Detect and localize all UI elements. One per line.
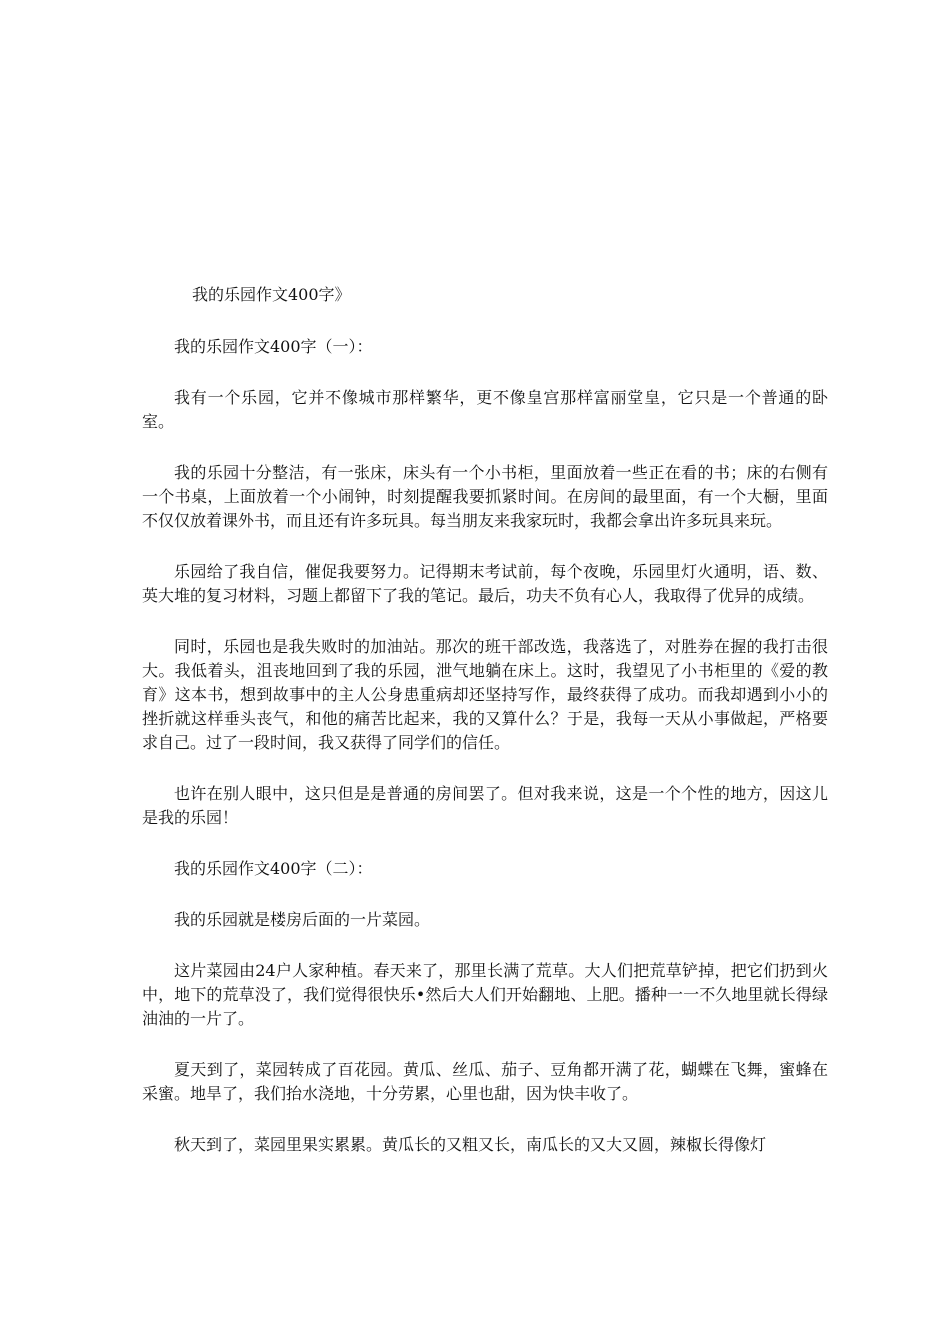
document-body (142, 283, 828, 1184)
paragraph: 我的乐园就是楼房后面的一片菜园。 (174, 910, 431, 929)
paragraph: 这片菜园由24户人家种植。春天来了，那里长满了荒草。大人们把荒草铲掉，把它们扔到火中，地下的荒草没了，我们觉得很快乐•然后大人们开始翻地、上肥。播种一一不久地里就长得绿油油的一片了。 (142, 961, 828, 1028)
paragraph: 夏天到了，菜园转成了百花园。黄瓜、丝瓜、茄子、豆角都开满了花，蝴蝶在飞舞，蜜蜂在采蜜。地旱了，我们抬水浇地，十分劳累，心里也甜，因为快丰收了。 (142, 1060, 828, 1103)
paragraph: 也许在别人眼中，这只但是是普通的房间罢了。但对我来说，这是一个个性的地方，因这儿是我的乐园！ (142, 784, 828, 827)
section-heading-two: 我的乐园作文400字（二）： (174, 859, 373, 878)
paragraph: 我的乐园十分整洁，有一张床，床头有一个小书柜，里面放着一些正在看的书；床的右侧有一个书桌，上面放着一个小闹钟，时刻提醒我要抓紧时间。在房间的最里面，有一个大橱，里面不仅仅放着课外书，而且还有许多玩具。每当朋友来我家玩时，我都会拿出许多玩具来玩。 (142, 463, 828, 530)
paragraph: 乐园给了我自信，催促我要努力。记得期末考试前，每个夜晚，乐园里灯火通明，语、数、英大堆的复习材料，习题上都留下了我的笔记。最后，功夫不负有心人，我取得了优异的成绩。 (142, 562, 828, 605)
section-heading-one: 我的乐园作文400字（一）： (174, 337, 373, 356)
paragraph: 我有一个乐园，它并不像城市那样繁华，更不像皇宫那样富丽堂皇，它只是一个普通的卧室。 (142, 388, 828, 431)
document-title: 我的乐园作文400字》 (192, 285, 351, 304)
paragraph: 同时，乐园也是我失败时的加油站。那次的班干部改选，我落选了，对胜券在握的我打击很大。我低着头，沮丧地回到了我的乐园，泄气地躺在床上。这时，我望见了小书柜里的《爱的教育》这本书，想到故事中的主人公身患重病却还坚持写作，最终获得了成功。而我却遇到小小的挫折就这样垂头丧气，和他的痛苦比起来，我的又算什么？于是，我每一天从小事做起，严格要求自己。过了一段时间，我又获得了同学们的信任。 (142, 637, 828, 752)
paragraph: 秋天到了，菜园里果实累累。黄瓜长的又粗又长，南瓜长的又大又圆，辣椒长得像灯 (174, 1135, 767, 1154)
